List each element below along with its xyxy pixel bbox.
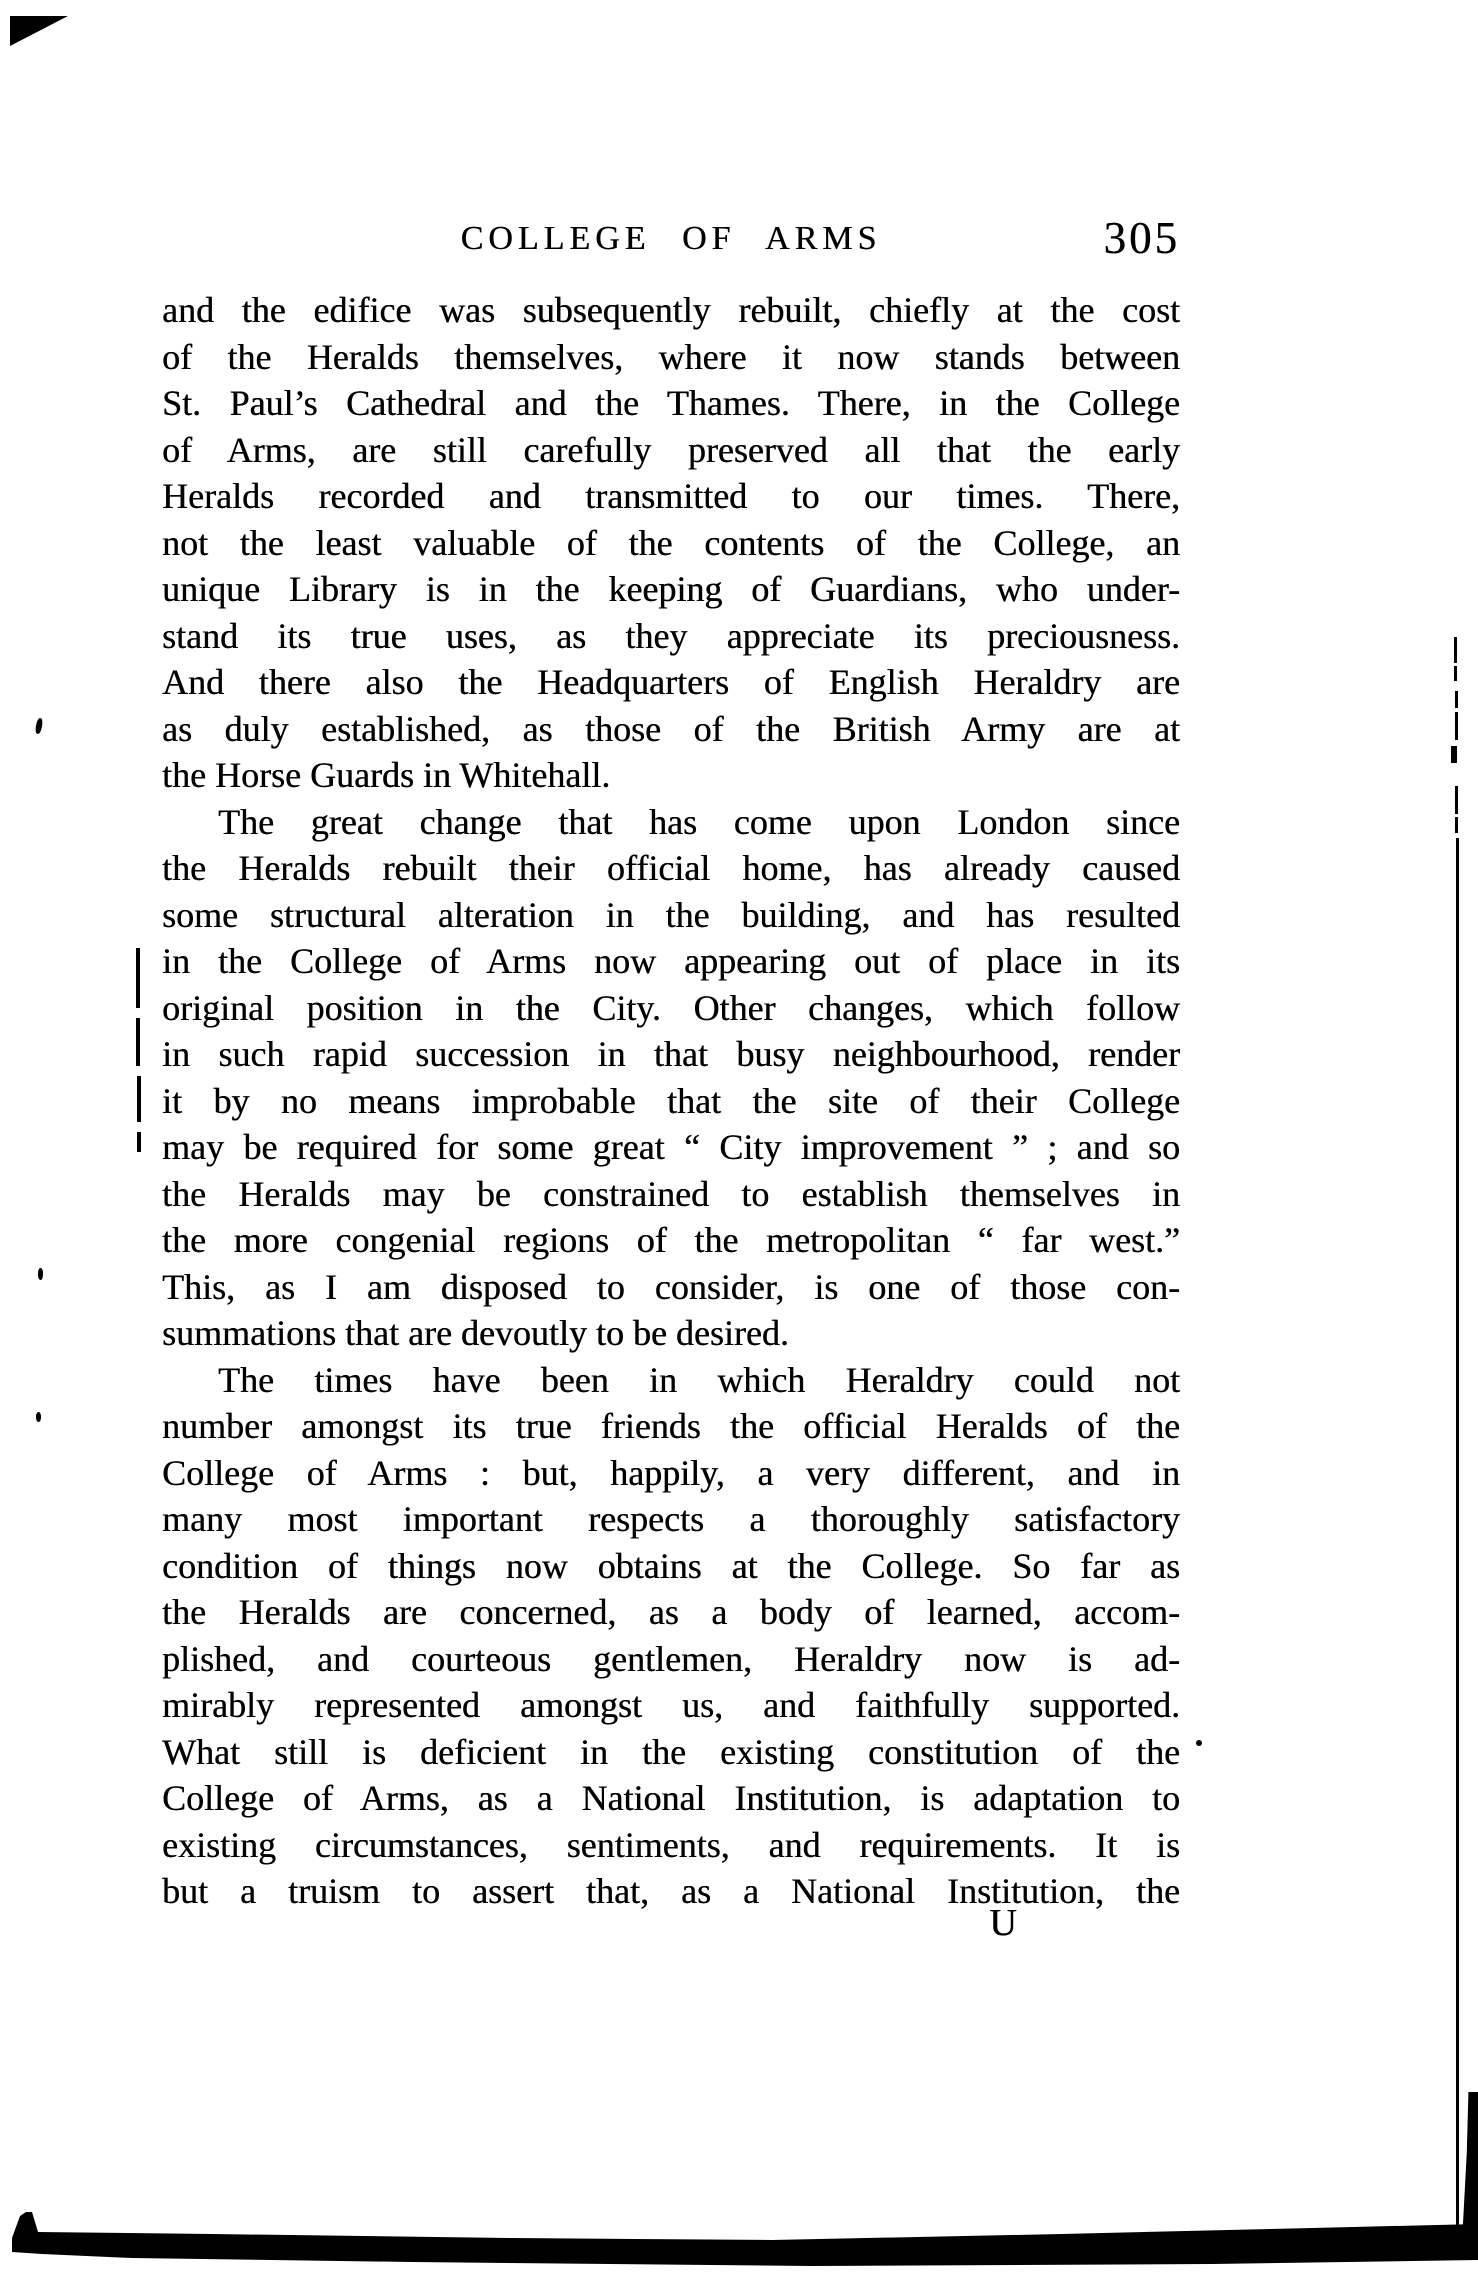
- body-text-block: [162, 287, 1180, 1915]
- text-line: summations that are devoutly to be desired.: [162, 1313, 789, 1353]
- right-margin-dash-5: [1451, 746, 1457, 763]
- text-line: as duly established, as those of the British Army are at: [162, 708, 1180, 749]
- signature-mark: U: [989, 1902, 1017, 1944]
- text-line: the Heralds are concerned, as a body of learned, accom-: [162, 1592, 1180, 1632]
- ink-speck-2: [38, 1268, 43, 1280]
- text-line: What still is deficient in the existing constitution of the: [162, 1731, 1180, 1772]
- text-line: condition of things now obtains at the College. So far as: [162, 1545, 1180, 1586]
- right-margin-dash-7: [1455, 817, 1458, 833]
- text-line: it by no means improbable that the site of their College: [162, 1080, 1180, 1121]
- right-scan-strip: [1462, 2092, 1478, 2242]
- text-line: stand its true uses, as they appreciate its preciousness.: [162, 615, 1180, 656]
- text-line: may be required for some great “ City improvement ” ; and so: [162, 1127, 1180, 1167]
- page-number: 305: [1103, 213, 1180, 263]
- text-line: And there also the Headquarters of English Heraldry are: [162, 662, 1180, 702]
- right-edge-line: [1456, 838, 1459, 2238]
- corner-ink-wedge: [10, 16, 68, 46]
- text-line: some structural alteration in the building, and has resulted: [162, 894, 1180, 935]
- text-line: the Heralds rebuilt their official home, has already caused: [162, 848, 1180, 888]
- text-line: the more congenial regions of the metropolitan “ far west.”: [162, 1220, 1180, 1260]
- text-line: plished, and courteous gentlemen, Heraldry now is ad-: [162, 1638, 1180, 1679]
- text-line: not the least valuable of the contents of the College, an: [162, 522, 1180, 563]
- text-line: number amongst its true friends the official Heralds of the: [162, 1406, 1180, 1446]
- left-margin-dash-3: [137, 1076, 141, 1122]
- text-line: original position in the City. Other changes, which follow: [162, 987, 1180, 1028]
- ink-speck-1: [35, 718, 44, 735]
- text-line: many most important respects a thoroughly satisfactory: [162, 1499, 1180, 1539]
- text-line: of Arms, are still carefully preserved all that the early: [162, 429, 1180, 470]
- ink-speck-4: [1196, 1740, 1202, 1746]
- text-line: St. Paul’s Cathedral and the Thames. There, in the College: [162, 383, 1180, 423]
- text-line: unique Library is in the keeping of Guardians, who under-: [162, 569, 1180, 609]
- bottom-scan-band: [12, 2208, 1478, 2270]
- right-margin-dash-2: [1454, 666, 1457, 681]
- text-line: but a truism to assert that, as a National Institution, the: [162, 1871, 1180, 1911]
- ink-speck-3: [36, 1412, 41, 1422]
- text-line: existing circumstances, sentiments, and requirements. It is: [162, 1824, 1180, 1865]
- text-line: College of Arms : but, happily, a very different, and in: [162, 1452, 1180, 1493]
- page-header-title: COLLEGE OF ARMS: [460, 220, 882, 257]
- right-margin-dash-6: [1455, 786, 1458, 814]
- text-line: in such rapid succession in that busy neighbourhood, render: [162, 1034, 1180, 1074]
- right-margin-dash-3: [1455, 691, 1458, 708]
- text-line: the Heralds may be constrained to establish themselves in: [162, 1173, 1180, 1214]
- text-line: the Horse Guards in Whitehall.: [162, 755, 611, 795]
- text-line: and the edifice was subsequently rebuilt, chiefly at the cost: [162, 290, 1180, 330]
- text-line: This, as I am disposed to consider, is one of those con-: [162, 1266, 1180, 1307]
- text-line: The times have been in which Heraldry could not: [218, 1359, 1180, 1400]
- text-line: College of Arms, as a National Institution, is adaptation to: [162, 1778, 1180, 1818]
- left-margin-dash-1: [136, 948, 140, 1008]
- text-line: of the Heralds themselves, where it now stands between: [162, 336, 1180, 377]
- left-margin-dash-4: [137, 1132, 141, 1152]
- right-margin-dash-1: [1454, 637, 1457, 663]
- text-line: Heralds recorded and transmitted to our times. There,: [162, 476, 1180, 516]
- text-line: mirably represented amongst us, and faithfully supported.: [162, 1685, 1180, 1725]
- text-line: The great change that has come upon London since: [218, 801, 1180, 842]
- left-margin-dash-2: [136, 1018, 140, 1066]
- text-line: in the College of Arms now appearing out of place in its: [162, 941, 1180, 981]
- right-margin-dash-4: [1455, 712, 1458, 740]
